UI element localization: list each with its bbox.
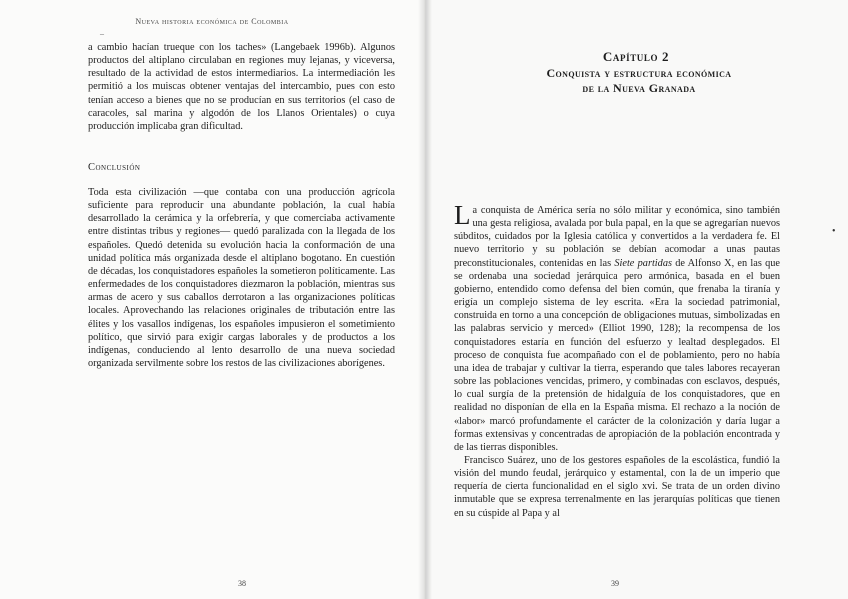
margin-mark: •: [832, 226, 836, 237]
opening-text-continued: de Alfonso X, en las que se ordenaba una sociedad jerárquica pero armónica, basada en el buen gobierno, entendido como defensa del bien común, que frenaba la tiranía y erigía un complejo sistema de ley escrita. «Era la sociedad patrimonial, construida en torno a una concepción de obligaciones mutuas, simbolizadas en las palabras servicio y merced» (Elliot 1990, 128); la recompensa de los conquistadores estaría en función del esfuerzo y lealtad desplegados. El proceso de conquista fue acompañado con el de poblamiento, pero no había una idea de trabajar y cultivar la tierra, esperando que tales labores recayeran sobre las poblaciones vencidas, primero, y combinadas con esclavos, después, lo cual surgía de la pretensión de hidalguía de los conquistadores, que en realidad no disponían de ella en la España misma. El rechazo a la noción de «labor» marcó profundamente el carácter de la colonización y daría lugar a formas extensivas y concentradas de apropiación de la población encontrada y de las tierras disponibles.: [454, 257, 780, 453]
carryover-paragraph: a cambio hacían trueque con los taches» (Langebaek 1996b). Algunos productos del altiplano circulaban en regiones muy lejanas, y viceversa, resultado de la actividad de estos intermediarios. La intermediación les permitió a los muiscas obtener ventajas del intercambio, pues con esto tenían acceso a bienes que no se producían en sus territorios (el caso de caracoles, sal marina y algodón de los Llanos Orientales) o cuya producción implicaba gran dificultad.: [88, 42, 395, 132]
chapter-title-line-1: Conquista y estructura económica: [546, 66, 732, 80]
right-text-block: [454, 200, 780, 520]
running-head: Nueva historia económica de Colombia: [135, 17, 289, 26]
drop-cap: L: [454, 200, 471, 230]
page-number-right: 39: [611, 579, 619, 588]
second-paragraph: Francisco Suárez, uno de los gestores españoles de la escolástica, fundió la visión del mundo feudal, jerárquico y estamental, con la de un imperio que requería de cierta funcionalidad en el siglo xvi. Se trata de un orden divino inmutable que se expresa terrenalmente en las jerarquías políticas que tienen en su cúspide al Papa y al: [454, 454, 780, 519]
chapter-label: Capítulo 2: [602, 49, 670, 64]
book-gutter: [418, 0, 432, 599]
chapter-title: [494, 66, 784, 96]
conclusion-paragraph: Toda esta civilización —que contaba con una producción agrícola suficiente para reproducir una abundante población, la cual había desarrollado la cerámica y la orfebrería, y que comerciaba activamente entre distintas tribus y regiones— quedó paralizada con la llegada de los españoles. Quedó detenida su evolución hacia la conformación de una unidad política más organizada desde el altiplano bogotano. En cuestión de décadas, los conquistadores españoles la sometieron políticamente. Las enfermedades de los conquistadores diezmaron la población, mientras sus armas de acero y sus caballos derrotaron a las organizaciones políticas locales. Aprovechando las relaciones originales de tributación entre las élites y los vasallos indígenas, los españoles impusieron el sometimiento político, que sirvió para exigir cargas laborales y de productos a los indígenas, conduciendo al lento desarrollo de una nueva sociedad organizada servilmente sobre los restos de las civilizaciones aborígenes.: [88, 187, 395, 370]
opening-paragraph: [454, 200, 780, 454]
left-carryover-block: [88, 41, 395, 133]
right-page: [424, 0, 848, 599]
left-conclusion-block: [88, 186, 395, 370]
opening-text: a conquista de América sería no sólo militar y económica, sino también una gesta religiosa, avalada por bula papal, en la que se agregarían nuevos súbditos, cuidados por la Iglesia católica y convertidos a la verdadera fe. El nuevo territorio y su población se debían acomodar a unas pautas preconstitucionales, contenidas en las: [454, 205, 780, 269]
page-number-left: 38: [238, 579, 246, 588]
chapter-title-line-2: de la Nueva Granada: [582, 81, 696, 95]
section-heading: Conclusión: [88, 162, 141, 173]
siete-partidas-title: Siete partidas: [614, 257, 672, 269]
top-mark: –: [100, 29, 104, 38]
